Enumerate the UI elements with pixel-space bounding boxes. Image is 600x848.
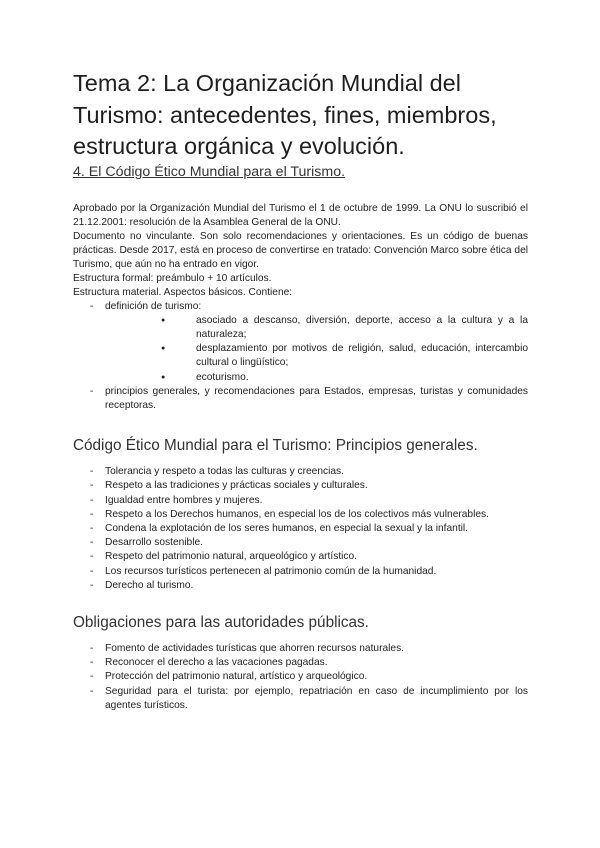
list-item: - Respeto a los Derechos humanos, en especial los de los colectivos más vulnerables. <box>73 508 528 522</box>
principles-list <box>73 465 528 593</box>
intro-section <box>73 202 528 414</box>
list-item: - Desarrollo sostenible. <box>73 536 528 550</box>
list-item: - Derecho al turismo. <box>73 579 528 593</box>
document-page <box>73 68 528 713</box>
principles-heading: Código Ético Mundial para el Turismo: Principios generales. <box>73 437 478 455</box>
list-item-label: definición de turismo: <box>105 300 202 312</box>
contents-list <box>73 300 528 414</box>
obligations-heading: Obligaciones para las autoridades públicas. <box>73 613 369 631</box>
list-item: - principios generales, y recomendaciones para Estados, empresas, turistas y comunidades receptoras. <box>73 385 528 413</box>
list-item: - Seguridad para el turista: por ejemplo, repatriación en caso de incumplimiento por los agentes turísticos. <box>73 685 528 713</box>
list-item: ● desplazamiento por motivos de religión, salud, educación, intercambio cultural o lingüístico; <box>105 342 528 370</box>
obligations-list <box>73 642 528 713</box>
definition-sublist <box>105 314 528 385</box>
list-item: - Igualdad entre hombres y mujeres. <box>73 494 528 508</box>
list-item: ● ecoturismo. <box>105 371 528 385</box>
page-title: Tema 2: La Organización Mundial del Turismo: antecedentes, fines, miembros, estructura orgánica y evolución. <box>73 70 497 159</box>
intro-paragraph-nature: Documento no vinculante. Son solo recomendaciones y orientaciones. Es un código de buenas prácticas. Desde 2017, está en proceso de convertirse en tratado: Convención Marco sobre ética del Turismo, que aún no ha entrado en vigor. <box>73 230 528 270</box>
list-item: - Fomento de actividades turísticas que ahorren recursos naturales. <box>73 642 528 656</box>
intro-paragraph-structure-formal: Estructura formal: preámbulo + 10 artículos. <box>73 272 272 284</box>
list-item <box>73 300 528 385</box>
list-item: - Protección del patrimonio natural, artístico y arqueológico. <box>73 670 528 684</box>
list-item: ● asociado a descanso, diversión, deporte, acceso a la cultura y a la naturaleza; <box>105 314 528 342</box>
obligations-section <box>73 613 528 713</box>
list-item: - Reconocer el derecho a las vacaciones pagadas. <box>73 656 528 670</box>
list-item: - Respeto a las tradiciones y prácticas sociales y culturales. <box>73 479 528 493</box>
principles-section <box>73 436 528 593</box>
intro-paragraph-structure-material: Estructura material. Aspectos básicos. Contiene: <box>73 286 293 298</box>
section-subtitle: 4. El Código Ético Mundial para el Turismo. <box>73 163 346 180</box>
list-item: - Los recursos turísticos pertenecen al patrimonio común de la humanidad. <box>73 565 528 579</box>
intro-paragraph-approval: Aprobado por la Organización Mundial del Turismo el 1 de octubre de 1999. La ONU lo suscribió el 21.12.2001: resolución de la Asamblea General de la ONU. <box>73 202 528 228</box>
list-item: - Tolerancia y respeto a todas las culturas y creencias. <box>73 465 528 479</box>
list-item: - Respeto del patrimonio natural, arqueológico y artístico. <box>73 550 528 564</box>
list-item: - Condena la explotación de los seres humanos, en especial la sexual y la infantil. <box>73 522 528 536</box>
